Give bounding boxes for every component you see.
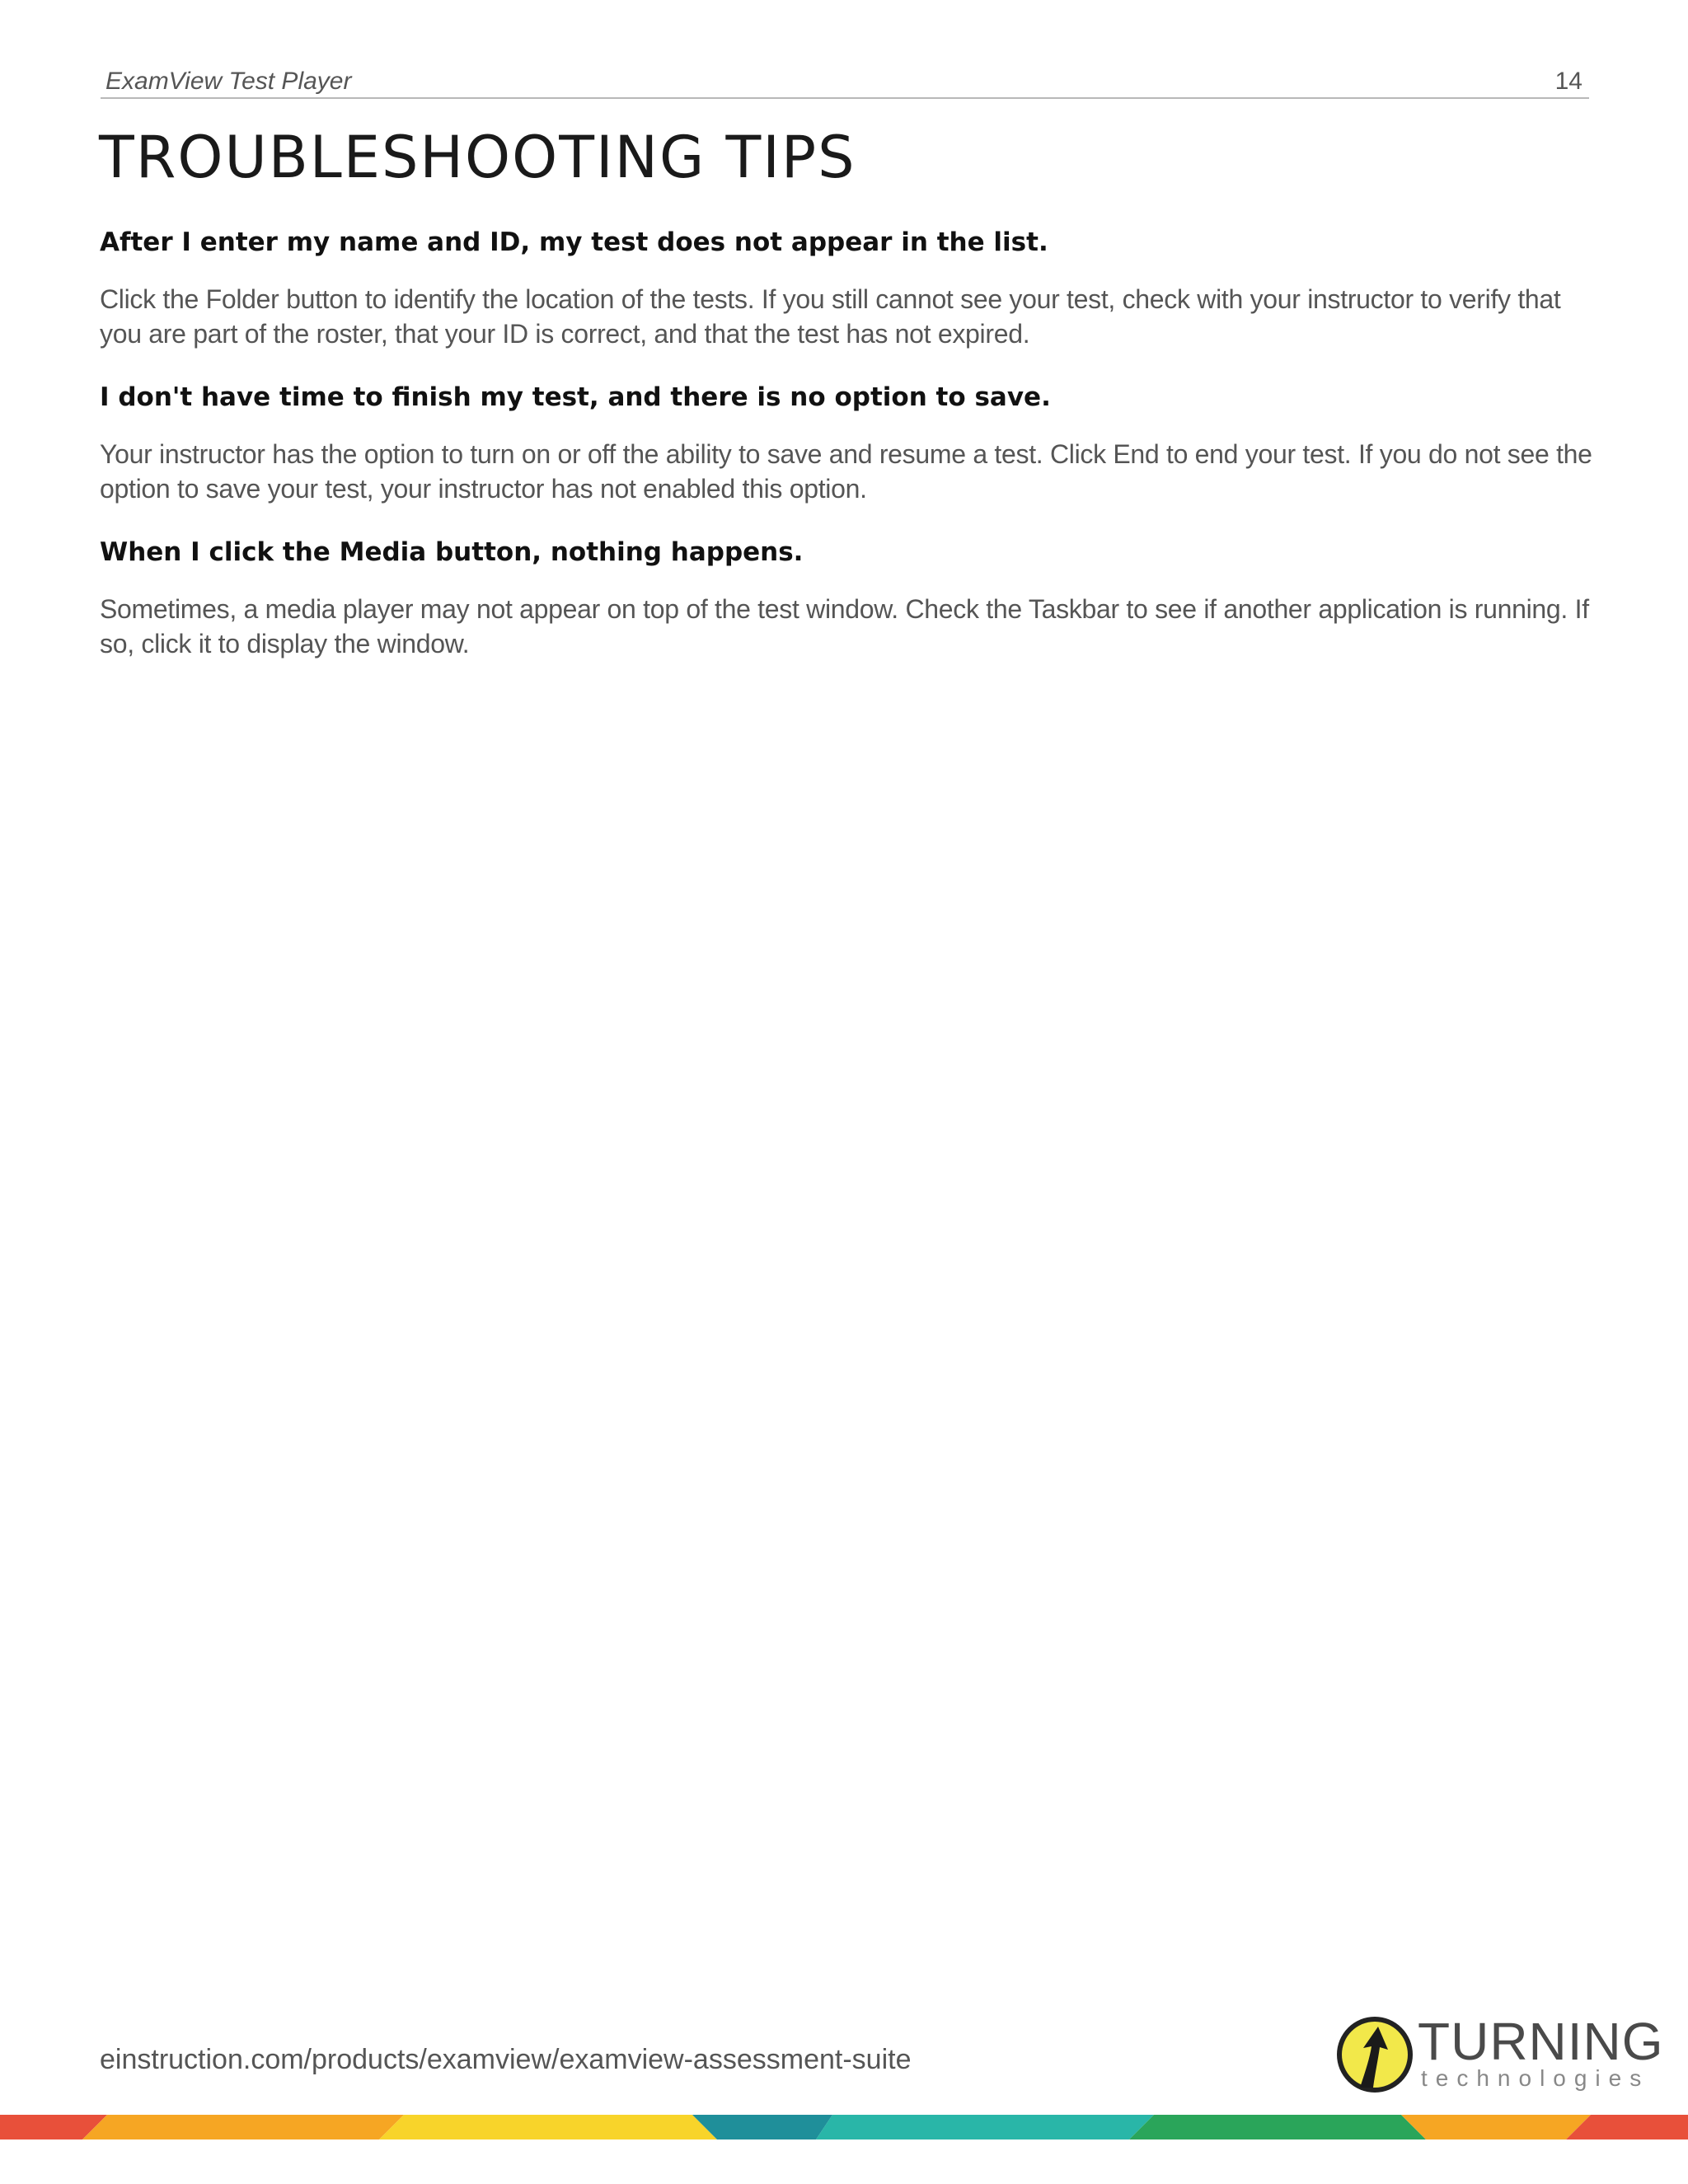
color-bar-segment <box>82 2115 404 2139</box>
color-bar-segment <box>379 2115 717 2139</box>
page-number: 14 <box>1554 68 1582 95</box>
section-heading-3: When I click the Media button, nothing happens. <box>100 537 804 567</box>
turning-technologies-logo <box>1335 2012 1664 2097</box>
section-heading-1: After I enter my name and ID, my test does not appear in the list. <box>100 227 1048 257</box>
logo-subtitle: technologies <box>1421 2065 1650 2091</box>
section-body-3: Sometimes, a media player may not appear on top of the test window. Check the Taskbar to see if another application is running. If so, click it to display the window. <box>100 594 1589 658</box>
page-title: TROUBLESHOOTING TIPS <box>99 124 856 191</box>
color-bar-segment <box>816 2115 1154 2139</box>
color-bar-segment <box>692 2115 832 2139</box>
page-header <box>101 64 1589 99</box>
turning-logo-icon <box>1335 2015 1414 2094</box>
footer-url-link[interactable]: einstruction.com/products/examview/examview-assessment-suite <box>100 2044 912 2075</box>
section-body-2: Your instructor has the option to turn on or off the ability to save and resume a test. Click End to end your test. If you do not see the option to save your test, your instructor has not enabled this option. <box>100 439 1592 504</box>
header-title: ExamView Test Player <box>106 68 352 95</box>
section-body-1: Click the Folder button to identify the location of the tests. If you still cannot see your test, check with your instructor to verify that you are part of the roster, that your ID is correct, and that the test has not expired. <box>100 284 1561 349</box>
section-heading-2: I don't have time to finish my test, and there is no option to save. <box>100 382 1051 412</box>
color-bar-segment <box>1129 2115 1426 2139</box>
color-bar-segment <box>1401 2115 1591 2139</box>
logo-wordmark: TURNING <box>1418 2012 1664 2071</box>
decorative-color-bar <box>0 2115 1688 2139</box>
